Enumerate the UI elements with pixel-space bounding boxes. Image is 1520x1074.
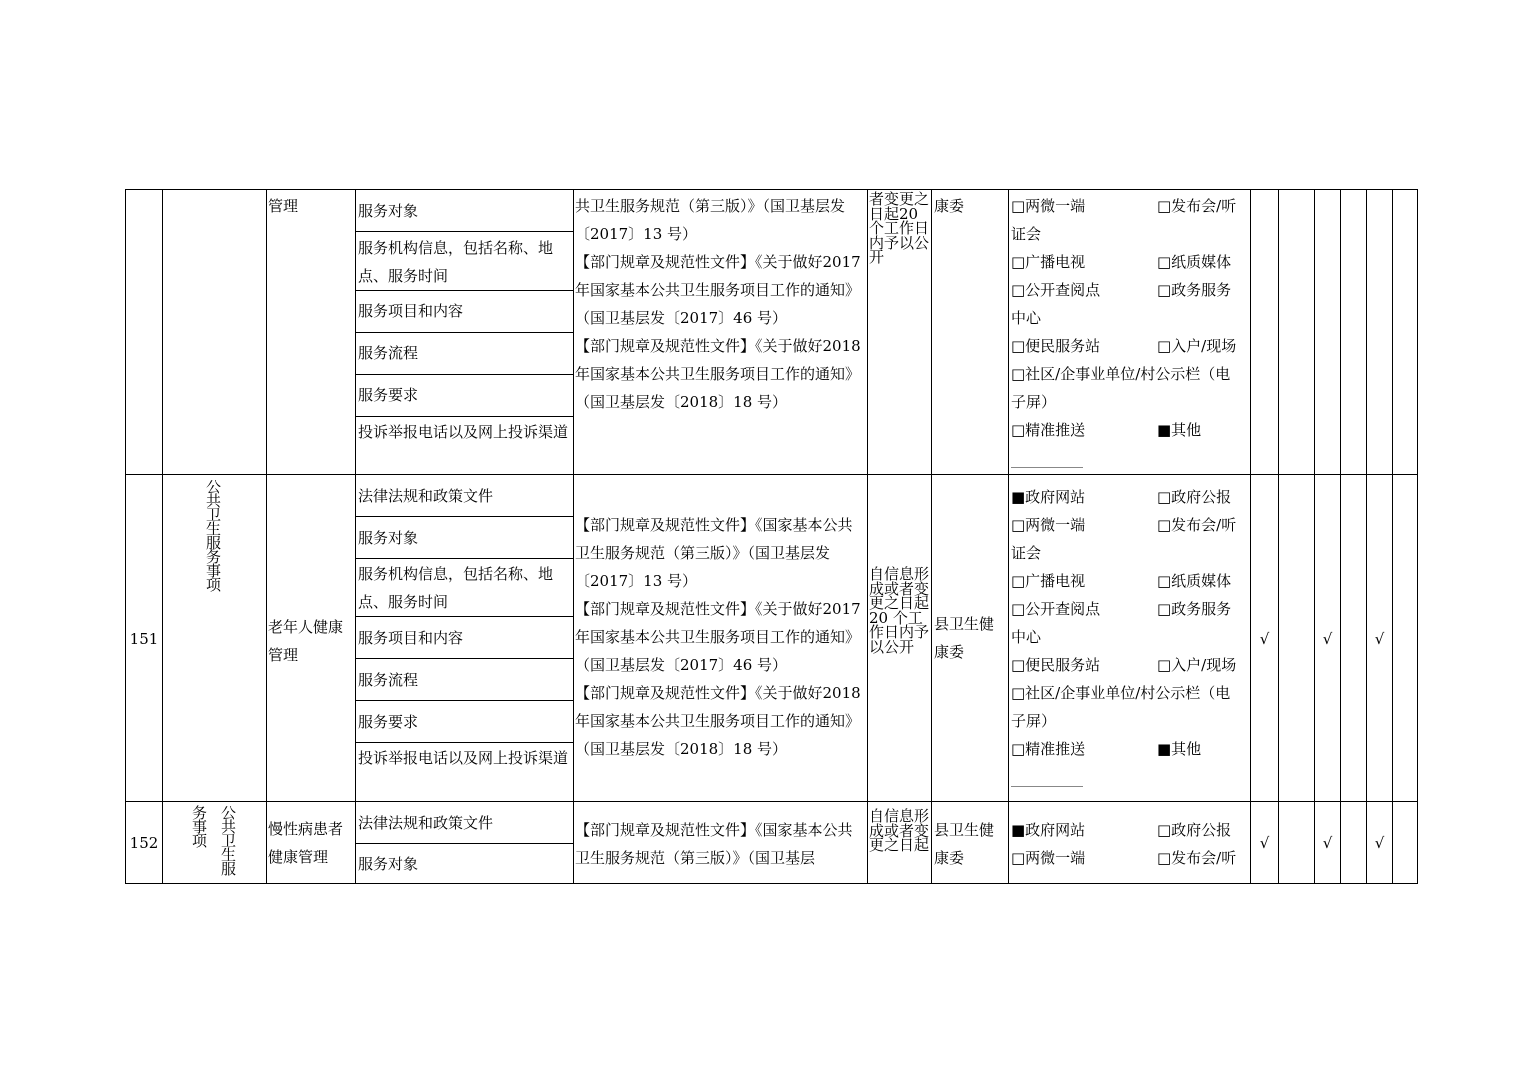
content-item: 服务项目和内容 [358, 629, 464, 647]
check-mark: √ [1374, 630, 1385, 648]
check-mark: √ [1322, 834, 1333, 852]
basis-text: 【部门规章及规范性文件】《国家基本公共卫生服务规范（第三版）》（国卫基层发〔2017〕13 号） 【部门规章及规范性文件】《关于做好2017 年国家基本公共卫生服务项目工作的通知》（国卫基层发〔2017〕46 号） 【部门规章及规范性文件】《关于做好2018 年国家基本公共卫生服务项目工作的通知》（国卫基层发〔2018〕18 号） [575, 516, 861, 758]
col-line [1366, 189, 1367, 884]
item-name: 慢性病患者健康管理 [268, 820, 344, 866]
subrow-line [355, 700, 573, 701]
col-line [1340, 189, 1341, 884]
channel-option: □发布会/听 [1157, 516, 1237, 534]
row-divider [125, 801, 1418, 802]
channel-option: 证会 [1011, 225, 1042, 243]
channel-option: □便民服务站 [1011, 656, 1101, 674]
channel-option: □公开查阅点 [1011, 600, 1101, 618]
subject: 县卫生健康委 [934, 615, 995, 661]
channel-option: □纸质媒体 [1157, 572, 1232, 590]
col-line [1278, 189, 1279, 884]
channel-option: □发布会/听 [1157, 197, 1237, 215]
content-item: 投诉举报电话以及网上投诉渠道 [358, 423, 569, 441]
check-mark: √ [1259, 834, 1270, 852]
subrow-line [355, 416, 573, 417]
channel-option: □广播电视 [1011, 572, 1086, 590]
channel-option: □政务服务 [1157, 600, 1232, 618]
content-item: 服务要求 [358, 713, 419, 731]
subject: 康委 [934, 197, 965, 215]
channel-option: □政务服务 [1157, 281, 1232, 299]
content-item: 服务流程 [358, 671, 419, 689]
check-mark: √ [1374, 834, 1385, 852]
content-item: 服务对象 [358, 529, 419, 547]
col-line [1008, 189, 1009, 884]
subject: 县卫生健康委 [934, 821, 995, 867]
category: 公共卫生服务事项 [204, 479, 222, 591]
channel-option: □两微一端 [1011, 516, 1086, 534]
col-line [355, 189, 356, 884]
channel-option: □入户/现场 [1157, 337, 1237, 355]
disclosure-table [125, 189, 1418, 884]
time-limit: 自信息形成或者变更之日起20 个工作日内予以公开 [869, 565, 930, 656]
content-item: 服务项目和内容 [358, 302, 464, 320]
content-item: 服务机构信息，包括名称、地点、服务时间 [358, 239, 554, 285]
check-mark: √ [1322, 630, 1333, 648]
subrow-line [355, 374, 573, 375]
item-name: 老年人健康管理 [268, 618, 344, 664]
row-number: 151 [129, 630, 159, 648]
category: 公共卫生服 [219, 805, 237, 875]
col-line [573, 189, 574, 884]
subrow-line [355, 558, 573, 559]
col-line [1250, 189, 1251, 884]
subrow-line [355, 843, 573, 844]
col-line [1392, 189, 1393, 884]
channel-option: 中心 [1011, 628, 1042, 646]
channel-option: ■政府网站 [1011, 821, 1086, 839]
subrow-line [355, 742, 573, 743]
time-limit: 自信息形成或者变更之日起 [869, 807, 930, 854]
content-item: 服务流程 [358, 344, 419, 362]
content-item: 投诉举报电话以及网上投诉渠道 [358, 749, 569, 767]
channel-option: 中心 [1011, 309, 1042, 327]
channel-option: 证会 [1011, 544, 1042, 562]
check-mark: √ [1259, 630, 1270, 648]
col-line [1417, 189, 1418, 884]
time-limit: 者变更之日起20 个工作日内予以公开 [869, 190, 930, 266]
content-item: 法律法规和政策文件 [358, 814, 494, 832]
channel-option: ■政府网站 [1011, 488, 1086, 506]
table-top-border [125, 189, 1418, 190]
channel-option: 子屏） [1011, 712, 1057, 730]
col-line [867, 189, 868, 884]
channel-option: □政府公报 [1157, 821, 1232, 839]
content-item: 服务要求 [358, 386, 419, 404]
row-divider [125, 474, 1418, 475]
col-line [162, 189, 163, 884]
basis-text: 共卫生服务规范（第三版）》（国卫基层发〔2017〕13 号） 【部门规章及规范性文件】《关于做好2017 年国家基本公共卫生服务项目工作的通知》（国卫基层发〔2017〕46 号） 【部门规章及规范性文件】《关于做好2018 年国家基本公共卫生服务项目工作的通知》（国卫基层发〔2018〕18 号） [575, 197, 861, 411]
channel-option: 子屏） [1011, 393, 1057, 411]
col-line [1314, 189, 1315, 884]
content-item: 法律法规和政策文件 [358, 487, 494, 505]
channel-option: □纸质媒体 [1157, 253, 1232, 271]
blank-underline [1011, 467, 1083, 468]
subrow-line [355, 231, 573, 232]
row-number: 152 [129, 834, 159, 852]
content-item: 服务机构信息，包括名称、地点、服务时间 [358, 565, 554, 611]
category: 务事项 [190, 805, 208, 847]
channel-option: □两微一端 [1011, 849, 1086, 867]
channel-option: □社区/企事业单位/村公示栏（电 [1011, 365, 1231, 383]
channel-option: □便民服务站 [1011, 337, 1101, 355]
item-name: 管理 [268, 197, 299, 215]
basis-text: 【部门规章及规范性文件】《国家基本公共卫生服务规范（第三版）》（国卫基层 [575, 821, 853, 867]
channel-option: □入户/现场 [1157, 656, 1237, 674]
channel-option: □广播电视 [1011, 253, 1086, 271]
col-line [125, 189, 126, 884]
channel-option: □公开查阅点 [1011, 281, 1101, 299]
subrow-line [355, 658, 573, 659]
channel-option: □政府公报 [1157, 488, 1232, 506]
subrow-line [355, 332, 573, 333]
table-bottom-border [125, 883, 1418, 884]
content-item: 服务对象 [358, 202, 419, 220]
blank-underline [1011, 786, 1083, 787]
subrow-line [355, 616, 573, 617]
channel-option: □社区/企事业单位/村公示栏（电 [1011, 684, 1231, 702]
channel-option: □精准推送 [1011, 421, 1086, 439]
col-line [266, 189, 267, 884]
subrow-line [355, 516, 573, 517]
subrow-line [355, 290, 573, 291]
channel-option: □两微一端 [1011, 197, 1086, 215]
channel-option: □发布会/听 [1157, 849, 1237, 867]
col-line [931, 189, 932, 884]
channel-option: ■其他 [1157, 421, 1202, 439]
content-item: 服务对象 [358, 855, 419, 873]
channel-option: □精准推送 [1011, 740, 1086, 758]
channel-option: ■其他 [1157, 740, 1202, 758]
